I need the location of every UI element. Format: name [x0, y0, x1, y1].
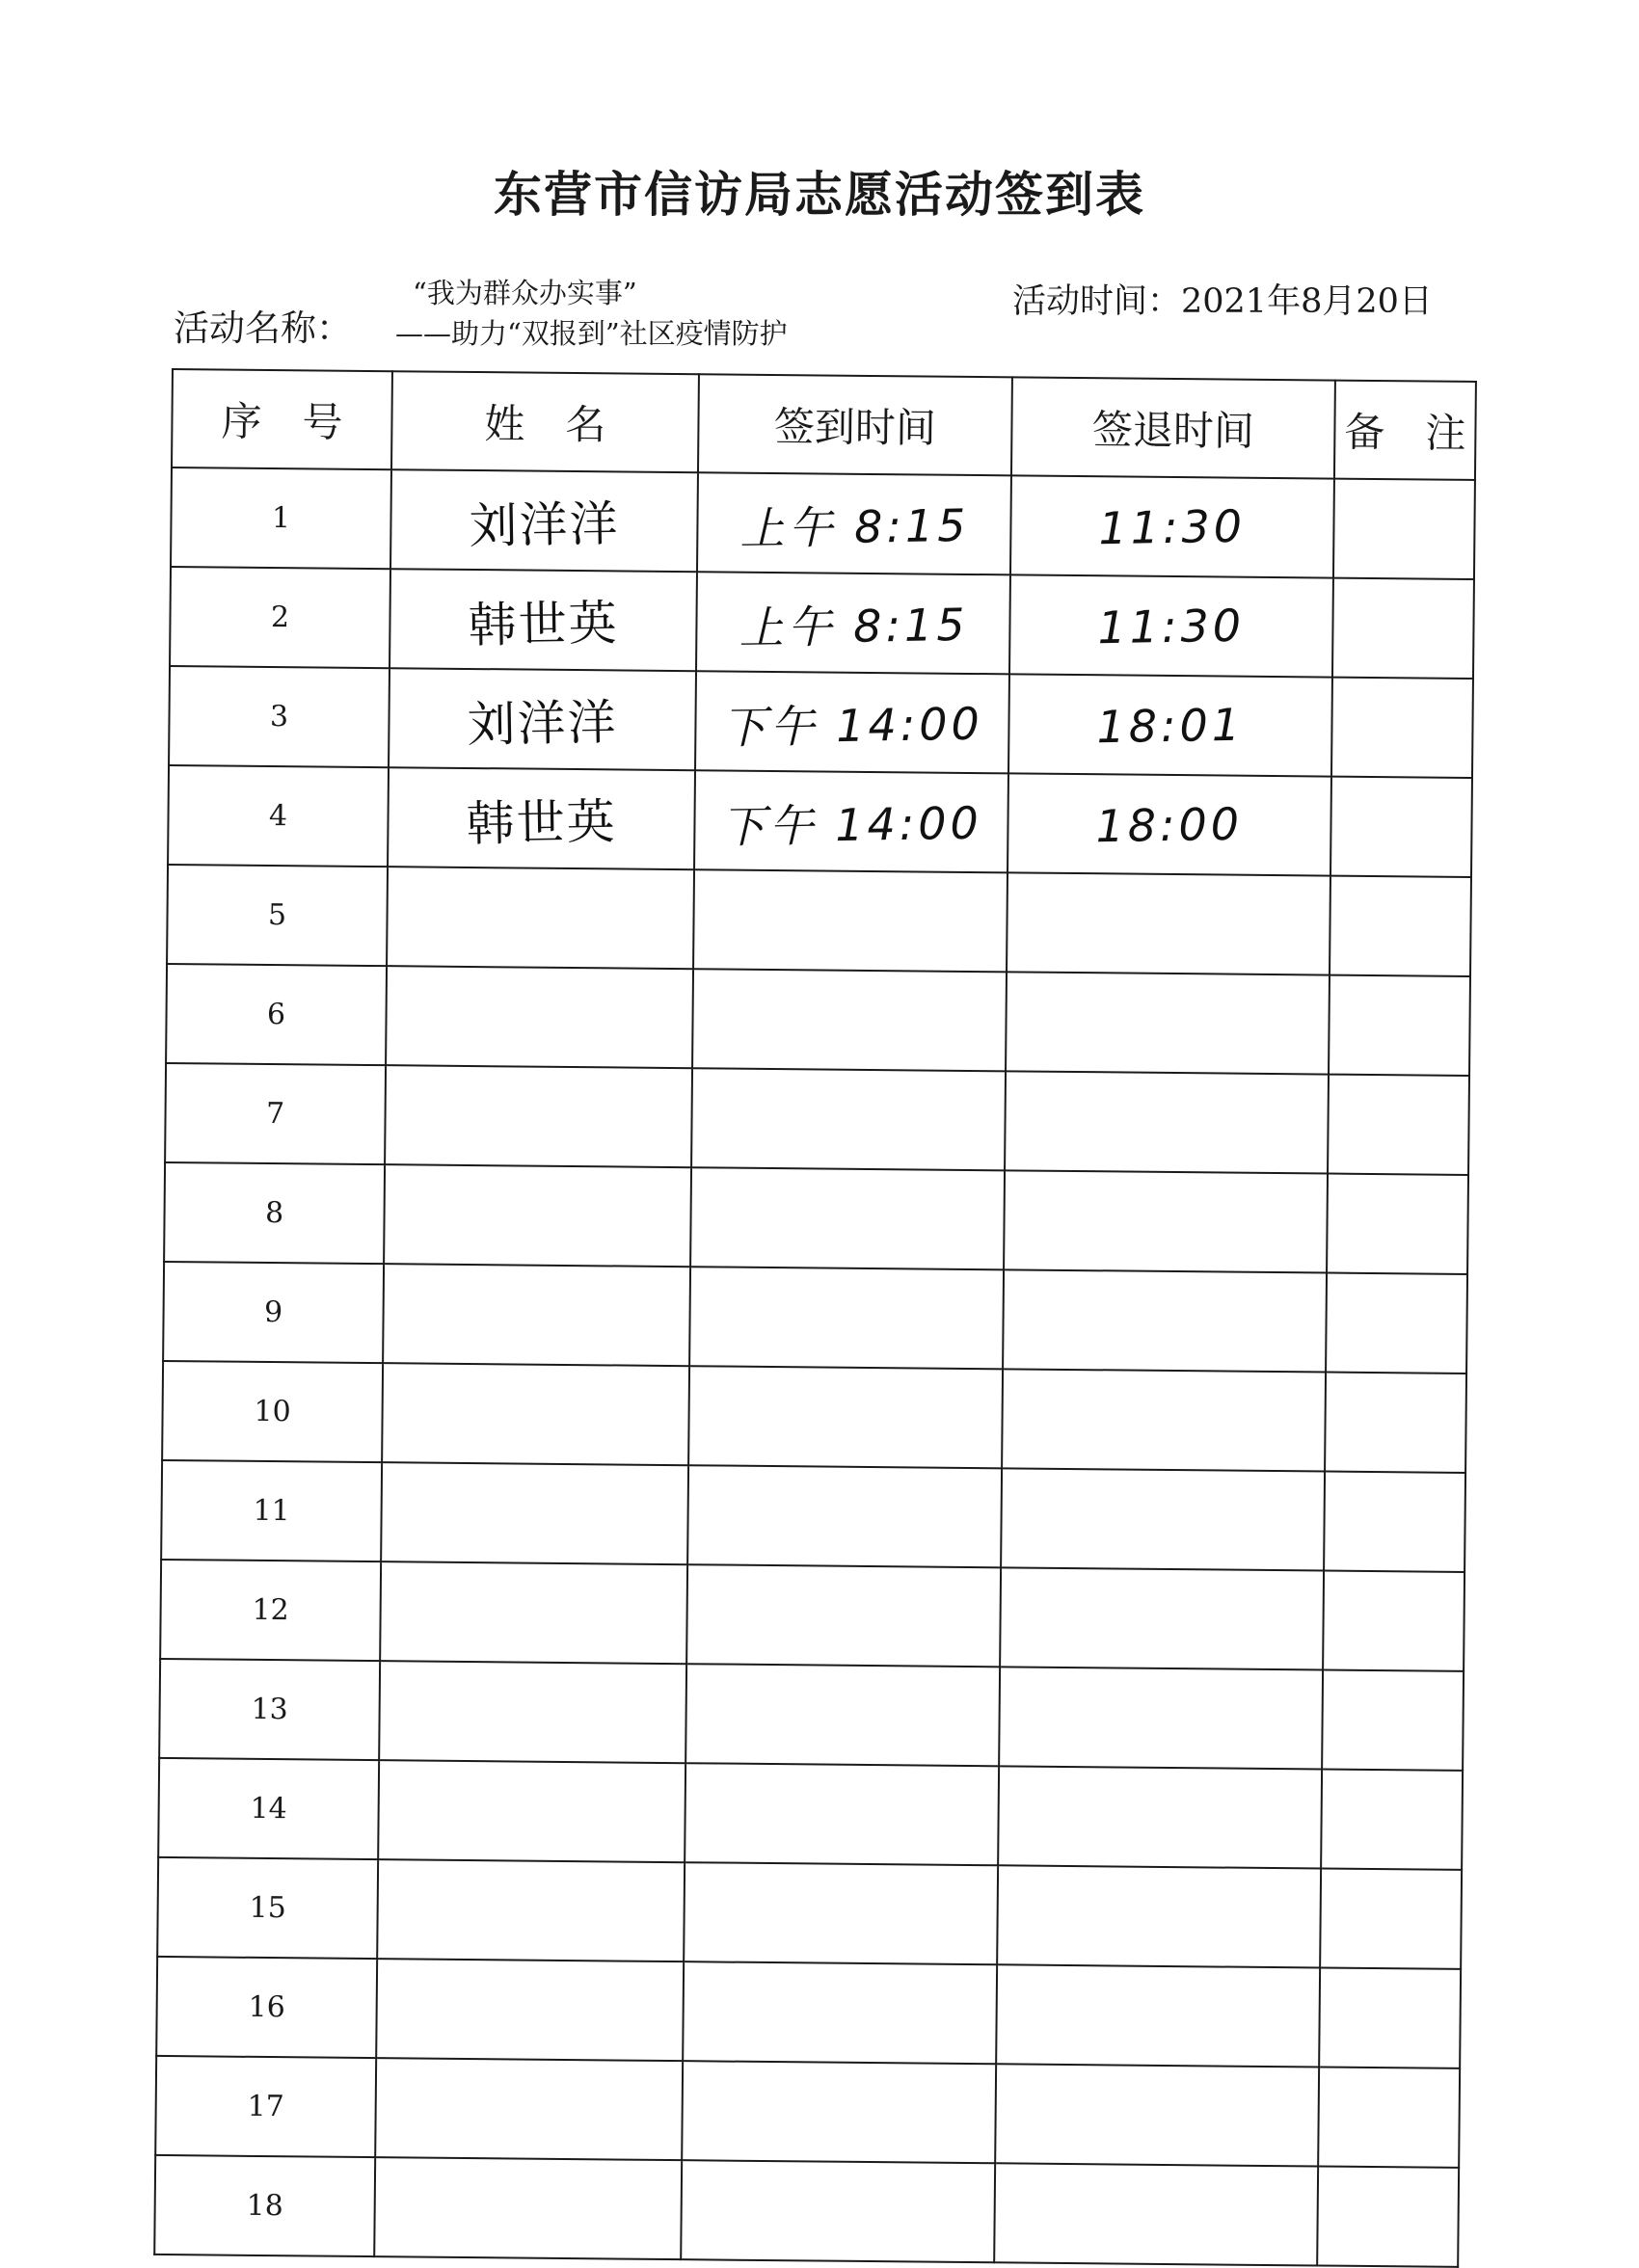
row-name-cell	[375, 2058, 683, 2160]
row-seq-cell	[167, 865, 388, 966]
table-row	[166, 964, 1470, 1076]
row-note-cell	[1326, 1273, 1467, 1374]
row-checkin-time-cell	[686, 1564, 1001, 1667]
row-name-cell	[386, 966, 693, 1068]
activity-time: 活动时间：2021年8月20日	[1012, 282, 1433, 321]
table-row	[165, 1063, 1469, 1175]
row-name-cell	[382, 1363, 689, 1465]
row-seq: 10	[254, 1394, 291, 1429]
row-checkin-time-cell	[683, 1961, 997, 2064]
row-note-cell	[1332, 578, 1474, 679]
row-checkout-time-cell	[1006, 972, 1330, 1074]
row-note-cell	[1322, 1670, 1464, 1771]
table-row	[154, 2155, 1459, 2267]
row-seq-cell	[166, 964, 387, 1065]
table-row	[160, 1560, 1464, 1671]
row-seq: 14	[250, 1791, 287, 1827]
row-seq: 8	[264, 1195, 284, 1231]
row-seq-cell	[171, 467, 391, 569]
header-note: 备 注	[1334, 381, 1476, 480]
row-note-cell	[1317, 2167, 1459, 2267]
row-seq-cell	[157, 1857, 378, 1959]
row-checkout-time-cell	[1002, 1369, 1326, 1471]
row-note-cell	[1321, 1770, 1463, 1870]
table-row	[155, 2056, 1460, 2168]
row-seq: 16	[248, 1989, 285, 2025]
row-seq: 6	[266, 997, 286, 1032]
row-seq-cell	[155, 2056, 376, 2157]
row-note-cell	[1333, 479, 1475, 579]
row-checkout-time: 18:00	[1095, 797, 1244, 852]
row-seq: 15	[249, 1890, 286, 1926]
row-checkout-time-cell	[1001, 1468, 1325, 1570]
row-seq-cell	[156, 1957, 377, 2058]
row-name-cell	[374, 2157, 682, 2259]
row-name: 韩世英	[466, 792, 618, 852]
row-note-cell	[1324, 1472, 1465, 1572]
row-checkout-time: 18:01	[1096, 698, 1245, 753]
row-checkin-time-cell	[682, 2061, 996, 2163]
table-row	[157, 1857, 1462, 1969]
row-note-cell	[1325, 1373, 1466, 1473]
row-seq-cell	[160, 1560, 381, 1661]
row-seq: 11	[253, 1493, 290, 1529]
row-seq-cell	[169, 666, 390, 767]
row-seq-cell	[170, 567, 390, 668]
row-note-cell	[1327, 1174, 1468, 1274]
row-name-cell	[378, 1760, 685, 1862]
row-checkout-time-cell	[1010, 475, 1334, 577]
table-row	[169, 666, 1473, 778]
row-checkout-time: 11:30	[1098, 499, 1247, 554]
row-note-cell	[1330, 777, 1472, 877]
row-name-cell	[381, 1462, 688, 1564]
row-seq: 3	[269, 699, 289, 734]
row-seq: 7	[265, 1096, 285, 1132]
page-title: 东营市信访局志愿活动签到表	[494, 167, 1145, 223]
row-seq: 4	[268, 798, 288, 834]
header-seq: 序 号	[172, 369, 392, 469]
activity-name-line1: “我为群众办实事”	[413, 277, 637, 309]
row-note-cell	[1323, 1571, 1464, 1671]
row-checkin-time-cell	[685, 1763, 999, 1865]
row-checkin-time: 下午 14:00	[721, 697, 984, 754]
table-header-row	[172, 369, 1476, 480]
row-name-cell	[390, 469, 698, 572]
row-note-cell	[1330, 876, 1471, 976]
row-checkout-time-cell	[1008, 674, 1332, 776]
row-seq-cell	[163, 1262, 384, 1363]
row-checkin-time-cell	[691, 1068, 1006, 1170]
table-row	[156, 1957, 1461, 2068]
row-name-cell	[385, 1065, 692, 1167]
row-name: 刘洋洋	[467, 693, 619, 753]
row-seq-cell	[168, 765, 389, 867]
table-row	[162, 1361, 1466, 1473]
row-checkout-time-cell	[1003, 1269, 1327, 1372]
row-checkin-time-cell	[694, 770, 1008, 872]
row-seq: 17	[247, 2089, 284, 2124]
row-checkin-time-cell	[696, 572, 1010, 674]
row-checkout-time-cell	[997, 1865, 1321, 1967]
row-checkin-time-cell	[697, 472, 1011, 574]
row-note-cell	[1329, 975, 1470, 1076]
row-name-cell	[377, 1859, 685, 1961]
row-seq: 18	[246, 2188, 283, 2224]
row-checkin-time-cell	[695, 671, 1009, 773]
row-seq-cell	[161, 1460, 382, 1561]
row-seq: 12	[252, 1592, 289, 1628]
header-checkin-time: 签到时间	[698, 374, 1012, 475]
row-checkout-time-cell	[1009, 574, 1333, 677]
row-seq-cell	[164, 1162, 385, 1264]
row-checkin-time: 下午 14:00	[720, 796, 983, 853]
row-name: 刘洋洋	[469, 494, 621, 554]
table-row	[163, 1262, 1467, 1374]
table-row	[164, 1162, 1468, 1274]
row-seq: 1	[271, 501, 291, 536]
row-name-cell	[383, 1264, 690, 1366]
row-checkin-time-cell	[684, 1862, 998, 1964]
row-checkout-time-cell	[996, 1964, 1320, 2067]
row-note-cell	[1328, 1075, 1469, 1175]
row-seq-cell	[158, 1758, 379, 1859]
row-checkout-time-cell	[995, 2064, 1319, 2166]
table-row	[161, 1460, 1465, 1572]
row-seq-cell	[162, 1361, 383, 1462]
table-row	[171, 467, 1475, 579]
row-checkout-time: 11:30	[1097, 599, 1246, 654]
row-checkin-time-cell	[689, 1267, 1004, 1369]
row-checkin-time-cell	[688, 1366, 1003, 1468]
header-checkout-time: 签退时间	[1011, 377, 1335, 478]
row-checkout-time-cell	[1000, 1567, 1324, 1669]
row-checkin-time-cell	[692, 969, 1007, 1071]
row-checkin-time-cell	[690, 1167, 1005, 1269]
table-row	[158, 1758, 1463, 1870]
row-seq-cell	[165, 1063, 386, 1164]
activity-name	[395, 273, 788, 354]
row-checkout-time-cell	[1005, 1071, 1329, 1173]
row-checkin-time-cell	[685, 1664, 1000, 1766]
activity-name-line2: ——助力“双报到”社区疫情防护	[395, 317, 788, 350]
row-checkin-time-cell	[687, 1465, 1002, 1567]
row-name-cell	[388, 767, 695, 869]
row-checkout-time-cell	[1008, 773, 1331, 875]
row-name-cell	[376, 1959, 684, 2061]
row-name-cell	[380, 1561, 687, 1664]
row-seq: 9	[263, 1294, 283, 1330]
table-row	[170, 567, 1474, 679]
row-seq: 5	[267, 897, 287, 933]
row-checkout-time-cell	[1004, 1170, 1328, 1272]
row-seq-cell	[159, 1659, 380, 1760]
row-note-cell	[1331, 678, 1473, 778]
table-row	[168, 765, 1472, 877]
row-name: 韩世英	[468, 594, 620, 654]
row-note-cell	[1319, 1968, 1461, 2068]
row-name-cell	[390, 569, 697, 671]
row-name-cell	[389, 668, 696, 770]
row-checkout-time-cell	[994, 2163, 1318, 2265]
row-checkin-time: 上午 8:15	[738, 598, 969, 654]
row-name-cell	[384, 1164, 691, 1267]
row-seq: 13	[251, 1692, 288, 1727]
row-checkout-time-cell	[999, 1667, 1323, 1769]
table-row	[167, 865, 1471, 976]
header-name: 姓 名	[391, 371, 699, 472]
row-seq: 2	[270, 600, 290, 635]
row-checkin-time-cell	[681, 2160, 995, 2262]
row-name-cell	[379, 1661, 686, 1763]
row-checkin-time-cell	[693, 869, 1008, 972]
table-row	[159, 1659, 1464, 1771]
row-note-cell	[1318, 2068, 1460, 2168]
row-seq-cell	[154, 2155, 375, 2256]
sign-in-table	[153, 368, 1477, 2268]
activity-name-label: 活动名称：	[174, 307, 352, 349]
row-checkout-time-cell	[1007, 872, 1330, 974]
row-checkout-time-cell	[998, 1766, 1322, 1868]
row-note-cell	[1320, 1869, 1462, 1969]
row-name-cell	[387, 867, 694, 969]
row-checkin-time: 上午 8:15	[739, 498, 970, 555]
